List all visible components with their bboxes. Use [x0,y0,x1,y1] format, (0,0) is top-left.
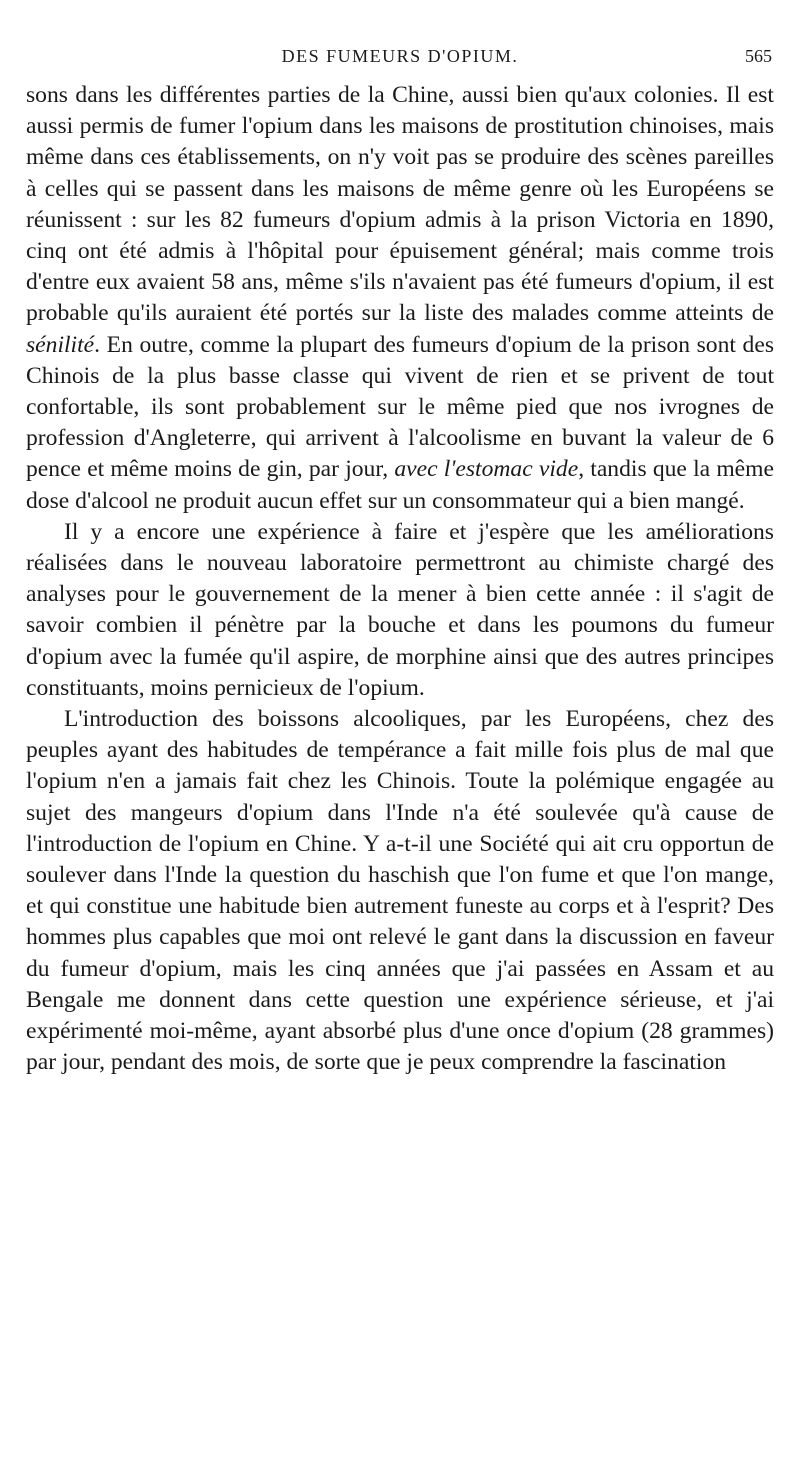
paragraph-3 [26,704,774,1078]
text-run: . En outre, comme la plupart des fumeurs d'opium de la prison sont des Chinois de la plus basse classe qui vivent de rien et se privent de tout confortable, ils sont probablement sur le même pied que nos ivrognes de profession d'Angleterre, qui arrivent à l'alcoolisme en buvant la valeur de 6 pence et même moins de gin, par jour, [26,331,774,483]
paragraph-1 [26,80,774,517]
text-run: L'introduction des boissons alcooliques, par les Européens, chez des peuples ayant des habitudes de tempérance a fait mille fois plus de mal que l'opium n'en a jamais fait chez les Chinois. Toute la polémique engagée au sujet des mangeurs d'opium dans l'Inde n'a été soulevée qu'à cause de l'introduction de l'opium en Chine. Y a-t-il une Société qui ait cru opportun de soulever dans l'Inde la question du haschish que l'on fume et que l'on mange, et qui constitue une habitude bien autrement funeste au corps et à l'esprit? Des hommes plus capables que moi ont relevé le gant dans la discussion en faveur du fumeur d'opium, mais les cinq années que j'ai passées en Assam et au Bengale me donnent dans cette question une expérience sérieuse, et j'ai expérimenté moi-même, ayant absorbé plus d'une once d'opium (28 grammes) par jour, pendant des mois, de sorte que je peux comprendre la fascination [26,706,774,1076]
running-title: DES FUMEURS D'OPIUM. [281,46,519,66]
text-run: , tandis que la même dose d'alcool ne produit aucun effet sur un consommateur qui a bien mangé. [26,456,774,514]
book-page [26,46,774,1456]
page-number: 565 [745,46,772,66]
page-header [26,46,774,80]
body-text [26,80,774,1079]
text-run: Il y a encore une expérience à faire et j'espère que les améliorations réalisées dans le nouveau laboratoire permettront au chimiste chargé des analyses pour le gouvernement de la mener à bien cette année : il s'agit de savoir combien il pénètre par la bouche et dans les poumons du fumeur d'opium avec la fumée qu'il aspire, de morphine ainsi que des autres principes constituants, moins pernicieux de l'opium. [26,518,774,701]
paragraph-2 [26,517,774,704]
text-run: sons dans les différentes parties de la Chine, aussi bien qu'aux colonies. Il est aussi permis de fumer l'opium dans les maisons de prostitution chinoises, mais même dans ces établissements, on n'y voit pas se produire des scènes pareilles à celles qui se passent dans les maisons de même genre où les Européens se réunissent : sur les 82 fumeurs d'opium admis à la prison Victoria en 1890, cinq ont été admis à l'hôpital pour épuisement général; mais comme trois d'entre eux avaient 58 ans, même s'ils n'avaient pas été fumeurs d'opium, il est probable qu'ils auraient été portés sur la liste des malades comme atteints de [26,82,774,327]
italic-text-senilite: sénilité [26,331,95,358]
italic-text-estomac-vide: avec l'estomac vide [394,456,579,483]
